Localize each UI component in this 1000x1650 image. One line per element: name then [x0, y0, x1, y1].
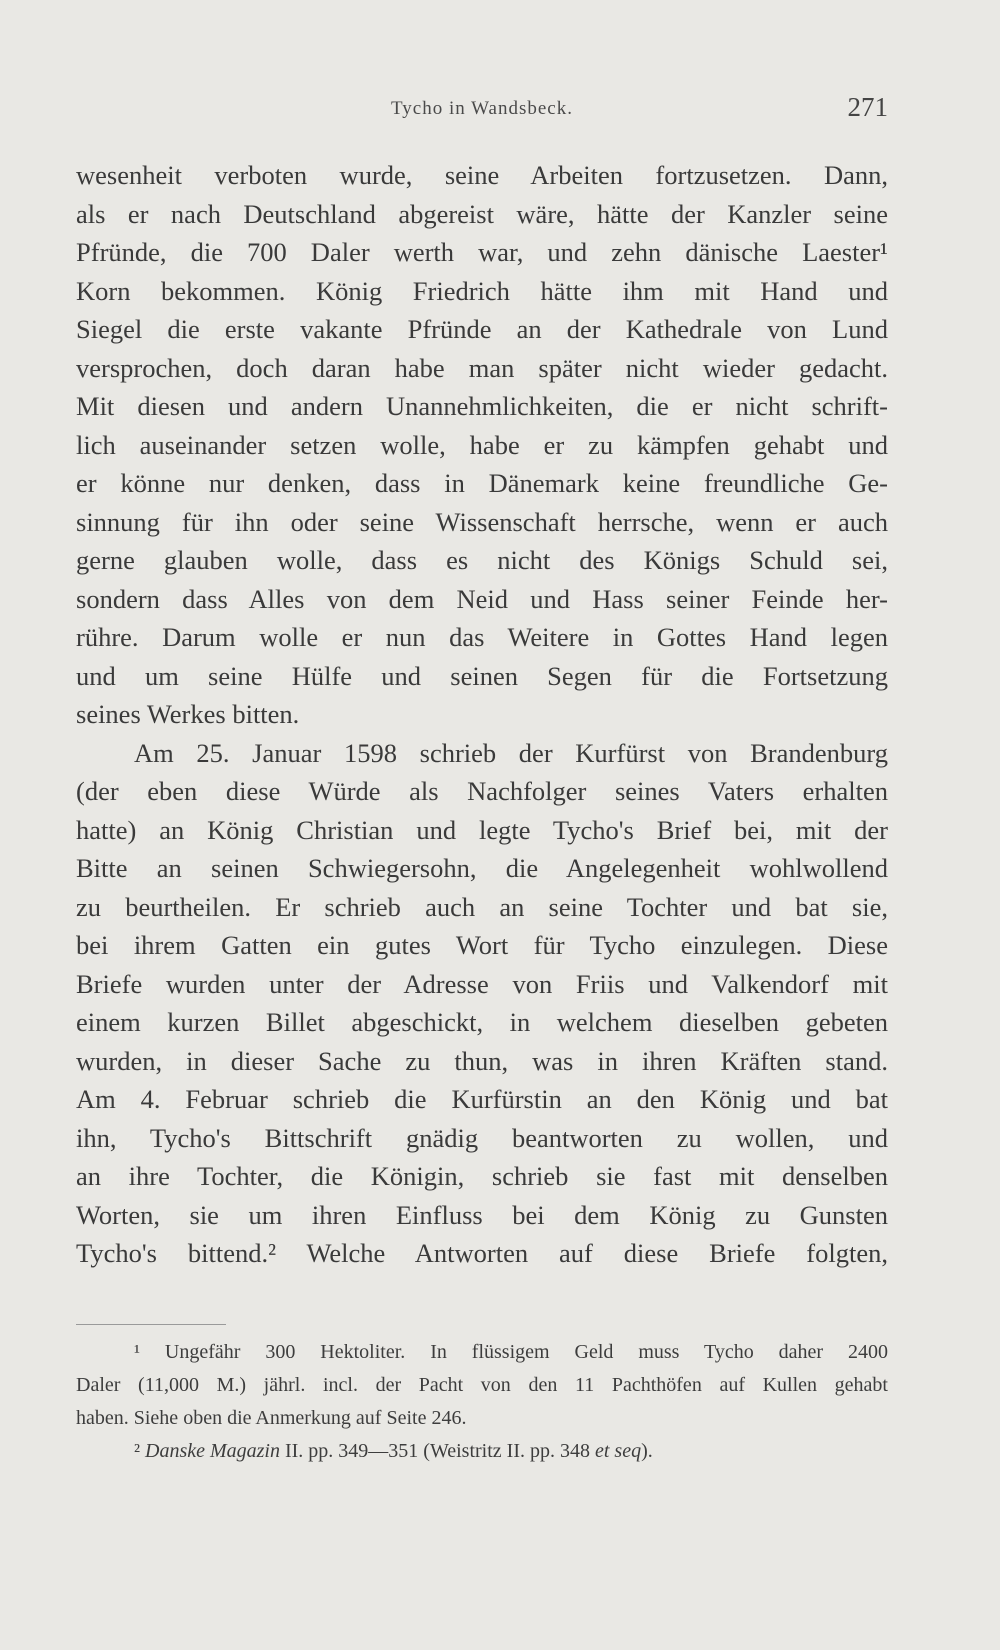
footnote-2-marker: ²	[134, 1440, 140, 1462]
text-line: Mit diesen und andern Unannehmlichkeiten, die er nicht schrift-	[76, 391, 888, 421]
footnote-2-italic-tail: et seq	[594, 1440, 642, 1462]
footnote-2-end: ).	[641, 1440, 653, 1462]
body-text	[76, 156, 888, 1273]
text-line: versprochen, doch daran habe man später nicht wieder gedacht.	[76, 352, 888, 383]
text-line: zu beurtheilen. Er schrieb auch an seine Tochter und bat sie,	[76, 891, 888, 922]
paragraph-1	[76, 156, 888, 734]
text-line: Am 4. Februar schrieb die Kurfürstin an den König und bat	[76, 1084, 888, 1114]
text-line: Bitte an seinen Schwiegersohn, die Angelegenheit wohlwollend	[76, 853, 888, 883]
text-line: hatte) an König Christian und legte Tycho's Brief bei, mit der	[76, 814, 888, 845]
text-line: wesenheit verboten wurde, seine Arbeiten fortzusetzen. Dann,	[76, 160, 888, 190]
text-line: seines Werkes bitten.	[76, 699, 300, 729]
text-line: Korn bekommen. König Friedrich hätte ihm mit Hand und	[76, 275, 888, 306]
page-number: 271	[847, 92, 888, 122]
text-line: Worten, sie um ihren Einfluss bei dem König zu Gunsten	[76, 1199, 888, 1230]
text-line: er könne nur denken, dass in Dänemark keine freundliche Ge-	[76, 468, 888, 498]
text-line: sinnung für ihn oder seine Wissenschaft herrsche, wenn er auch	[76, 506, 888, 537]
text-line: Pfründe, die 700 Daler werth war, und zehn dänische Laester¹	[76, 237, 888, 267]
text-line: rühre. Darum wolle er nun das Weitere in Gottes Hand legen	[76, 622, 888, 652]
footnote-2-text: II. pp. 349—351 (Weistritz II. pp. 348	[284, 1440, 590, 1462]
text-line: (der eben diese Würde als Nachfolger seines Vaters erhalten	[76, 776, 888, 806]
footnote-1-line: Daler (11,000 M.) jährl. incl. der Pacht von den 11 Pachthöfen auf Kullen gehabt	[76, 1374, 888, 1396]
text-line: ihn, Tycho's Bittschrift gnädig beantworten zu wollen, und	[76, 1122, 888, 1153]
footnote-2-source: Danske Magazin	[145, 1440, 280, 1462]
text-line: Briefe wurden unter der Adresse von Friis und Valkendorf mit	[76, 968, 888, 999]
text-line: lich auseinander setzen wolle, habe er zu kämpfen gehabt und	[76, 429, 888, 460]
footnote-1-line: ¹ Ungefähr 300 Hektoliter. In flüssigem Geld muss Tycho daher 2400	[134, 1341, 888, 1363]
text-line: an ihre Tochter, die Königin, schrieb sie fast mit denselben	[76, 1161, 888, 1191]
footnotes	[76, 1336, 888, 1468]
footnote-2	[76, 1435, 888, 1468]
text-line: sondern dass Alles von dem Neid und Hass seiner Feinde her-	[76, 583, 888, 614]
footnote-1-line: haben. Siehe oben die Anmerkung auf Seite 246.	[76, 1407, 467, 1429]
running-title: Tycho in Wandsbeck.	[390, 98, 573, 119]
running-head	[76, 92, 888, 132]
text-line: und um seine Hülfe und seinen Segen für die Fortsetzung	[76, 660, 888, 691]
footnote-rule	[76, 1324, 226, 1325]
text-line: einem kurzen Billet abgeschickt, in welchem dieselben gebeten	[76, 1007, 888, 1037]
text-line: bei ihrem Gatten ein gutes Wort für Tycho einzulegen. Diese	[76, 930, 888, 960]
paragraph-2	[76, 734, 888, 1273]
text-line: wurden, in dieser Sache zu thun, was in ihren Kräften stand.	[76, 1045, 888, 1076]
text-line: gerne glauben wolle, dass es nicht des Königs Schuld sei,	[76, 545, 888, 575]
text-line: Am 25. Januar 1598 schrieb der Kurfürst von Brandenburg	[134, 737, 888, 768]
text-line: Siegel die erste vakante Pfründe an der Kathedrale von Lund	[76, 314, 888, 344]
text-line: Tycho's bittend.² Welche Antworten auf diese Briefe folgten,	[76, 1238, 888, 1268]
text-line: als er nach Deutschland abgereist wäre, hätte der Kanzler seine	[76, 198, 888, 229]
